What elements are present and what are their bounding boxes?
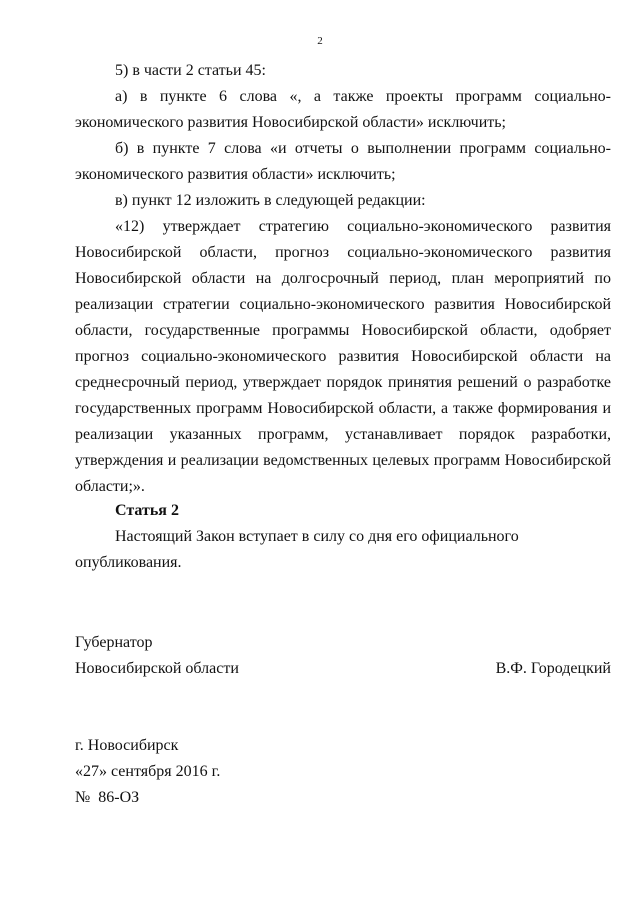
signature-row [75, 656, 611, 682]
article-text: Настоящий Закон вступает в силу со дня его официального опубликования. [75, 528, 519, 571]
paragraph-point-6: а) в пункте 6 слова «, а также проекты программ социально-экономического развития Новосибирской области» исключить; [75, 88, 611, 131]
page-number: 2 [317, 35, 323, 47]
signature-block [75, 630, 611, 682]
document-date: «27» сентября 2016 г. [75, 763, 221, 780]
signature-position-line2: Новосибирской области [75, 660, 239, 677]
signatory-name: В.Ф. Городецкий [495, 660, 611, 677]
article-2 [75, 498, 611, 576]
document-footer [75, 733, 375, 811]
paragraph-point-7: б) в пункте 7 слова «и отчеты о выполнении программ социально-экономического развития области» исключить; [75, 140, 611, 183]
document-city: г. Новосибирск [75, 737, 179, 754]
article-title: Статья 2 [115, 502, 179, 519]
paragraph-point-12-intro: в) пункт 12 изложить в следующей редакции: [115, 192, 426, 209]
paragraph-part-2-article-45: 5) в части 2 статьи 45: [115, 62, 266, 79]
paragraph-point-12-text: «12) утверждает стратегию социально-экономического развития Новосибирской области, прогноз социально-экономического развития Новосибирской области на долгосрочный период, план мероприятий по реализации стратегии социально-экономического развития Новосибирской области, государственные программы Новосибирской области, одобряет прогноз социально-экономического развития Новосибирской области на среднесрочный период, утверждает порядок принятия решений о разработке государственных программ Новосибирской области, а также формирования и реализации указанных программ, устанавливает порядок разработки, утверждения и реализации ведомственных целевых программ Новосибирской области;». [75, 218, 611, 495]
signature-position-line1: Губернатор [75, 634, 153, 651]
law-amendments-text [75, 58, 611, 500]
document-number: № 86-ОЗ [75, 789, 140, 806]
